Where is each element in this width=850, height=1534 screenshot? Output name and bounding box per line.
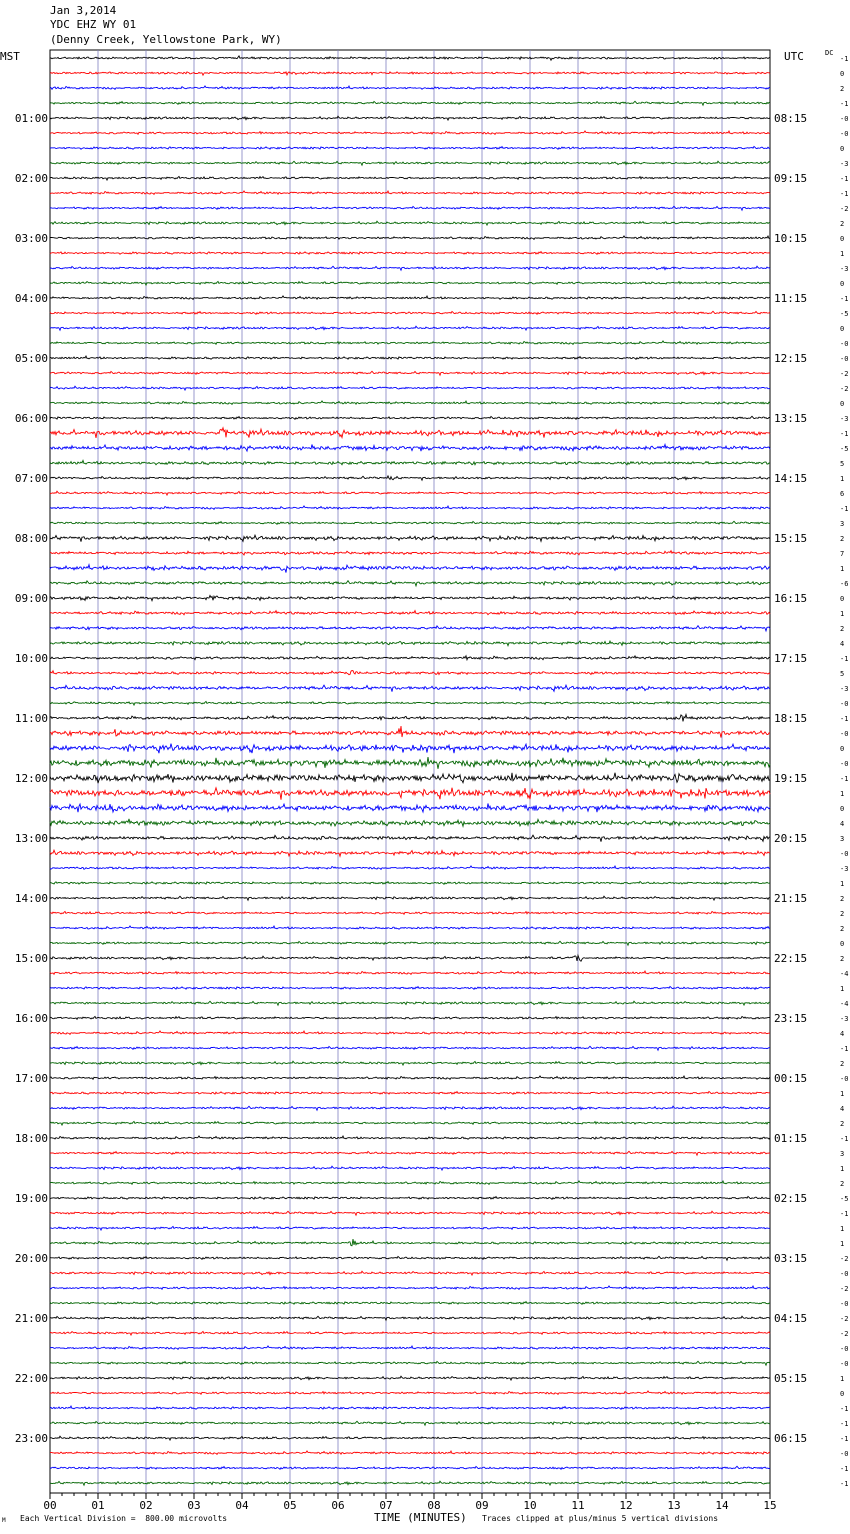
plot-date: Jan 3,2014	[50, 4, 117, 17]
trace-79	[50, 1239, 770, 1246]
trace-33	[50, 551, 770, 555]
dc-offset-value: -3	[840, 1015, 849, 1023]
trace-77	[50, 1211, 770, 1215]
right-hour-label: 03:15	[774, 1252, 808, 1265]
dc-offset-value: 1	[840, 610, 845, 618]
right-hour-label: 15:15	[774, 532, 808, 545]
dc-offset-value: 0	[840, 235, 845, 243]
dc-offset-value: 0	[840, 280, 845, 288]
dc-offset-value: 0	[840, 595, 845, 603]
plot-frame	[50, 50, 770, 1493]
dc-offset-value: 2	[840, 895, 845, 903]
dc-offset-value: -1	[840, 715, 849, 723]
trace-89	[50, 1391, 770, 1395]
dc-offset-value: -1	[840, 1420, 849, 1428]
left-hour-label: 07:00	[14, 472, 48, 485]
x-tick-label: 04	[235, 1499, 249, 1512]
dc-offset-value: -0	[840, 130, 849, 138]
trace-13	[50, 252, 770, 255]
right-hour-label: 00:15	[774, 1072, 808, 1085]
trace-26	[50, 445, 770, 452]
traces	[50, 56, 770, 1485]
right-hour-label: 16:15	[774, 592, 808, 605]
minute-grid	[98, 50, 722, 1493]
dc-offset-value: -6	[840, 580, 849, 588]
dc-offset-value: -1	[840, 190, 849, 198]
trace-9	[50, 191, 770, 195]
left-hour-label: 09:00	[14, 592, 48, 605]
dc-offset-value: 1	[840, 1240, 845, 1248]
dc-offset-value: 2	[840, 220, 845, 228]
trace-30	[50, 506, 770, 510]
trace-7	[50, 161, 770, 165]
dc-offset-value: 2	[840, 535, 845, 543]
left-hour-label: 21:00	[14, 1312, 48, 1325]
x-tick-label: 15	[763, 1499, 777, 1512]
dc-offset-value: 0	[840, 325, 845, 333]
left-hour-label: 11:00	[14, 712, 48, 725]
left-hour-label: 12:00	[14, 772, 48, 785]
trace-67	[50, 1061, 770, 1065]
dc-offset-value: -0	[840, 1300, 849, 1308]
trace-51	[50, 819, 770, 826]
dc-offset-value: -1	[840, 505, 849, 513]
dc-offset-value: -3	[840, 685, 849, 693]
left-hour-label: 22:00	[14, 1372, 48, 1385]
dc-offset-value: -0	[840, 1360, 849, 1368]
dc-offset-value: -4	[840, 970, 849, 978]
dc-offset-value: 2	[840, 1120, 845, 1128]
dc-offset-value: -2	[840, 1255, 849, 1263]
trace-27	[50, 460, 770, 464]
dc-offset-value: 5	[840, 460, 845, 468]
trace-5	[50, 131, 770, 135]
left-hour-label: 19:00	[14, 1192, 48, 1205]
right-hour-label: 22:15	[774, 952, 808, 965]
dc-offset-value: 3	[840, 835, 845, 843]
trace-14	[50, 266, 770, 270]
x-tick-label: 11	[571, 1499, 585, 1512]
right-hour-label: 14:15	[774, 472, 808, 485]
trace-44	[50, 715, 770, 722]
dc-offset-value: 0	[840, 1390, 845, 1398]
right-hour-label: 01:15	[774, 1132, 808, 1145]
trace-58	[50, 926, 770, 929]
x-tick-label: 06	[331, 1499, 345, 1512]
x-tick-label: 00	[43, 1499, 57, 1512]
station-code: YDC EHZ WY 01	[50, 18, 137, 31]
x-tick-label: 13	[667, 1499, 681, 1512]
dc-offset-value: -0	[840, 700, 849, 708]
dc-offset-value: 2	[840, 925, 845, 933]
dc-offset-value: 1	[840, 790, 845, 798]
trace-88	[50, 1376, 770, 1380]
x-tick-label: 14	[715, 1499, 729, 1512]
trace-48	[50, 773, 770, 784]
left-hour-label: 20:00	[14, 1252, 48, 1265]
right-hour-label: 18:15	[774, 712, 808, 725]
trace-12	[50, 236, 770, 240]
trace-38	[50, 626, 770, 631]
dc-offset-value: -3	[840, 160, 849, 168]
dc-offset-value: 5	[840, 670, 845, 678]
trace-52	[50, 835, 770, 841]
x-tick-label: 02	[139, 1499, 153, 1512]
left-hour-label: 04:00	[14, 292, 48, 305]
trace-55	[50, 881, 770, 884]
dc-offset-value: -3	[840, 415, 849, 423]
left-hour-label: 03:00	[14, 232, 48, 245]
dc-offset-value: -0	[840, 115, 849, 123]
trace-60	[50, 955, 770, 961]
x-tick-label: 09	[475, 1499, 489, 1512]
scale-note: Each Vertical Division = 800.00 microvolts	[20, 1514, 228, 1523]
dc-offset-value: -1	[840, 1480, 849, 1488]
trace-82	[50, 1286, 770, 1290]
trace-39	[50, 641, 770, 646]
dc-offset-value: 6	[840, 490, 845, 498]
trace-31	[50, 521, 770, 524]
trace-87	[50, 1361, 770, 1365]
trace-16	[50, 296, 770, 300]
trace-56	[50, 896, 770, 900]
trace-84	[50, 1316, 770, 1320]
trace-74	[50, 1166, 770, 1170]
right-hour-label: 12:15	[774, 352, 808, 365]
dc-offset-value: -1	[840, 1135, 849, 1143]
left-hour-label: 23:00	[14, 1432, 48, 1445]
dc-offset-value: 1	[840, 1090, 845, 1098]
right-hour-label: 04:15	[774, 1312, 808, 1325]
left-hour-label: 13:00	[14, 832, 48, 845]
dc-offset-value: -2	[840, 1330, 849, 1338]
trace-20	[50, 356, 770, 359]
trace-71	[50, 1122, 770, 1126]
trace-11	[50, 221, 770, 225]
right-hour-label: 02:15	[774, 1192, 808, 1205]
dc-offset-value: 1	[840, 985, 845, 993]
trace-28	[50, 476, 770, 480]
trace-91	[50, 1421, 770, 1425]
dc-offset-value: -0	[840, 760, 849, 768]
trace-64	[50, 1017, 770, 1020]
dc-offset-value: -0	[840, 1345, 849, 1353]
dc-offset-value: -1	[840, 55, 849, 63]
trace-0	[50, 56, 770, 60]
trace-53	[50, 850, 770, 856]
dc-offset-value: -1	[840, 1435, 849, 1443]
dc-offset-value: -0	[840, 340, 849, 348]
trace-42	[50, 685, 770, 691]
dc-offset-value: 4	[840, 1030, 845, 1038]
trace-2	[50, 86, 770, 90]
dc-offset-value: 1	[840, 1375, 845, 1383]
trace-21	[50, 371, 770, 375]
right-hour-label: 05:15	[774, 1372, 808, 1385]
right-hour-label: 13:15	[774, 412, 808, 425]
trace-4	[50, 116, 770, 120]
dc-offset-value: -5	[840, 310, 849, 318]
dc-offset-value: -1	[840, 295, 849, 303]
x-tick-label: 08	[427, 1499, 441, 1512]
right-timezone-label: UTC	[784, 50, 804, 63]
trace-68	[50, 1076, 770, 1080]
x-tick-label: 03	[187, 1499, 201, 1512]
dc-offset-value: -1	[840, 1465, 849, 1473]
x-tick-label: 10	[523, 1499, 537, 1512]
trace-75	[50, 1181, 770, 1185]
right-hour-label: 09:15	[774, 172, 808, 185]
trace-29	[50, 491, 770, 495]
trace-10	[50, 206, 770, 210]
trace-36	[50, 596, 770, 601]
right-hour-label: 10:15	[774, 232, 808, 245]
trace-3	[50, 101, 770, 105]
trace-22	[50, 386, 770, 390]
trace-18	[50, 326, 770, 330]
dc-offset-value: -1	[840, 430, 849, 438]
dc-offset-value: 7	[840, 550, 845, 558]
trace-80	[50, 1256, 770, 1260]
right-hour-label: 23:15	[774, 1012, 808, 1025]
right-hour-label: 11:15	[774, 292, 808, 305]
dc-offset-value: 0	[840, 940, 845, 948]
station-location: (Denny Creek, Yellowstone Park, WY)	[50, 33, 282, 46]
x-axis	[43, 1493, 776, 1512]
trace-19	[50, 341, 770, 345]
dc-offset-value: 2	[840, 625, 845, 633]
dc-offset-value: -1	[840, 175, 849, 183]
dc-offset-value: -0	[840, 1075, 849, 1083]
dc-offset-value: -0	[840, 355, 849, 363]
trace-15	[50, 282, 770, 286]
left-hour-label: 10:00	[14, 652, 48, 665]
right-hour-label: 06:15	[774, 1432, 808, 1445]
dc-offset-value: 0	[840, 805, 845, 813]
left-hour-label: 15:00	[14, 952, 48, 965]
left-hour-label: 18:00	[14, 1132, 48, 1145]
left-hour-label: 01:00	[14, 112, 48, 125]
dc-offset-value: 3	[840, 1150, 845, 1158]
dc-offset-value: -1	[840, 1045, 849, 1053]
dc-offset-value: 2	[840, 910, 845, 918]
dc-offset-value: 3	[840, 520, 845, 528]
trace-62	[50, 986, 770, 989]
trace-92	[50, 1436, 770, 1440]
x-tick-label: 05	[283, 1499, 297, 1512]
trace-1	[50, 72, 770, 75]
right-hour-label: 08:15	[774, 112, 808, 125]
dc-offset-value: -2	[840, 370, 849, 378]
x-tick-label: 01	[91, 1499, 105, 1512]
dc-offset-value: 1	[840, 880, 845, 888]
left-hour-label: 08:00	[14, 532, 48, 545]
left-hour-label: 02:00	[14, 172, 48, 185]
dc-offset-value: 1	[840, 475, 845, 483]
clip-note: Traces clipped at plus/minus 5 vertical divisions	[482, 1514, 719, 1523]
trace-94	[50, 1466, 770, 1469]
dc-offset-value: -5	[840, 1195, 849, 1203]
dc-offset-value: 2	[840, 1180, 845, 1188]
x-axis-title: TIME (MINUTES)	[374, 1511, 467, 1524]
trace-49	[50, 788, 770, 800]
left-hour-label: 06:00	[14, 412, 48, 425]
trace-90	[50, 1406, 770, 1409]
dc-offset-value: 0	[840, 145, 845, 153]
dc-offset-value: 0	[840, 70, 845, 78]
dc-offset-value: -0	[840, 1270, 849, 1278]
left-hour-label: 17:00	[14, 1072, 48, 1085]
right-hour-label: 20:15	[774, 832, 808, 845]
dc-offset-value: 2	[840, 955, 845, 963]
dc-offset-value: -2	[840, 205, 849, 213]
x-tick-label: 12	[619, 1499, 633, 1512]
trace-85	[50, 1332, 770, 1336]
dc-offset-value: -2	[840, 1315, 849, 1323]
trace-95	[50, 1481, 770, 1485]
trace-69	[50, 1091, 770, 1094]
trace-54	[50, 866, 770, 870]
trace-35	[50, 581, 770, 586]
left-hour-label: 05:00	[14, 352, 48, 365]
dc-offset-value: -1	[840, 1210, 849, 1218]
trace-83	[50, 1302, 770, 1305]
right-hour-label: 21:15	[774, 892, 808, 905]
trace-59	[50, 941, 770, 945]
trace-41	[50, 671, 770, 675]
left-hour-label: 16:00	[14, 1012, 48, 1025]
trace-66	[50, 1046, 770, 1050]
dc-offset-value: 1	[840, 250, 845, 258]
trace-76	[50, 1196, 770, 1199]
x-tick-label: 07	[379, 1499, 393, 1512]
dc-offset-value: 4	[840, 640, 845, 648]
trace-73	[50, 1151, 770, 1155]
trace-17	[50, 311, 770, 314]
dc-offsets	[840, 55, 848, 1488]
dc-offset-value: 0	[840, 745, 845, 753]
dc-offset-value: 0	[840, 400, 845, 408]
trace-72	[50, 1136, 770, 1140]
dc-offset-value: -4	[840, 1000, 849, 1008]
dc-offset-value: -2	[840, 385, 849, 393]
dc-offset-value: 4	[840, 820, 845, 828]
left-hour-label: 14:00	[14, 892, 48, 905]
trace-8	[50, 177, 770, 181]
trace-70	[50, 1106, 770, 1110]
dc-offset-value: -0	[840, 1450, 849, 1458]
dc-offset-value: 2	[840, 85, 845, 93]
trace-81	[50, 1271, 770, 1275]
footer-mark: M	[2, 1517, 6, 1524]
trace-24	[50, 416, 770, 419]
dc-offset-value: -1	[840, 775, 849, 783]
dc-offset-value: 1	[840, 1165, 845, 1173]
dc-offset-value: -1	[840, 655, 849, 663]
trace-46	[50, 744, 770, 754]
trace-32	[50, 535, 770, 541]
right-hour-label: 17:15	[774, 652, 808, 665]
dc-offset-value: -2	[840, 1285, 849, 1293]
dc-offset-value: -1	[840, 1405, 849, 1413]
trace-65	[50, 1031, 770, 1035]
dc-offset-value: 1	[840, 565, 845, 573]
dc-offset-value: -1	[840, 100, 849, 108]
dc-offset-value: 1	[840, 1225, 845, 1233]
trace-23	[50, 401, 770, 405]
dc-offset-header: DC	[825, 49, 834, 57]
trace-34	[50, 565, 770, 573]
trace-57	[50, 912, 770, 915]
trace-40	[50, 656, 770, 660]
trace-37	[50, 611, 770, 615]
trace-86	[50, 1346, 770, 1350]
dc-offset-value: -0	[840, 850, 849, 858]
dc-offset-value: 4	[840, 1105, 845, 1113]
dc-offset-value: -3	[840, 265, 849, 273]
trace-61	[50, 971, 770, 975]
trace-93	[50, 1451, 770, 1455]
trace-25	[50, 428, 770, 438]
trace-45	[50, 726, 770, 738]
trace-78	[50, 1227, 770, 1231]
trace-43	[50, 702, 770, 706]
dc-offset-value: -3	[840, 865, 849, 873]
trace-6	[50, 146, 770, 149]
trace-63	[50, 1001, 770, 1005]
dc-offset-value: -0	[840, 730, 849, 738]
left-timezone-label: MST	[0, 50, 20, 63]
trace-47	[50, 757, 770, 769]
dc-offset-value: -5	[840, 445, 849, 453]
trace-50	[50, 804, 770, 813]
dc-offset-value: 2	[840, 1060, 845, 1068]
right-hour-label: 19:15	[774, 772, 808, 785]
